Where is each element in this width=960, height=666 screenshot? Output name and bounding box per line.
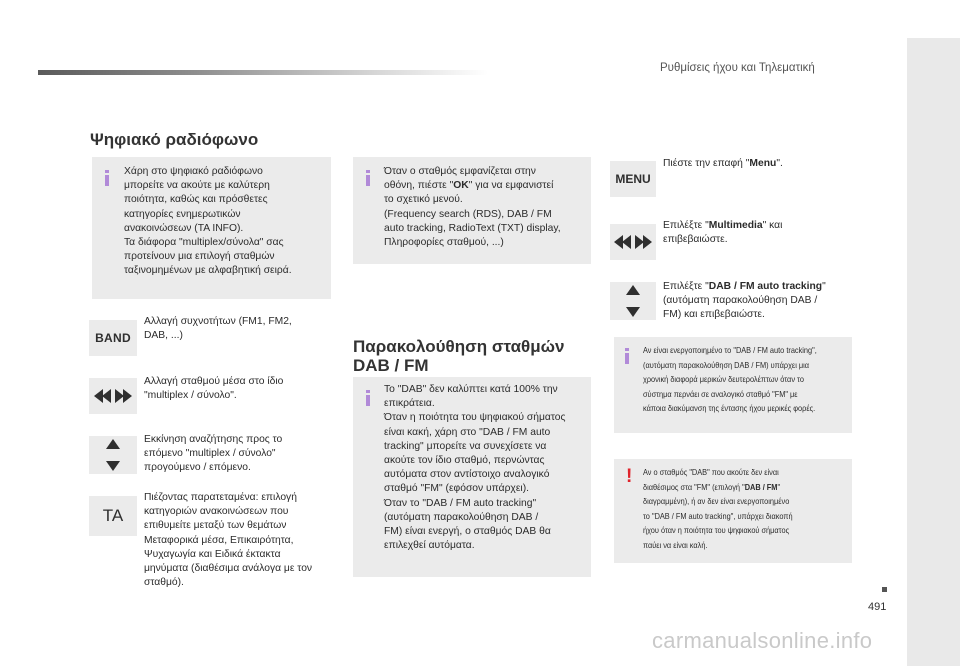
page-marker — [882, 587, 887, 592]
info-icon — [625, 348, 629, 364]
ta-button-icon: TA — [89, 496, 137, 536]
digital-radio-title: Ψηφιακό ραδιόφωνο — [90, 130, 259, 149]
header-gradient-bar — [38, 70, 488, 75]
menu-button-icon: MENU — [610, 161, 656, 197]
step-multimedia-text: Επιλέξτε "Multimedia" και επιβεβαιώστε. — [663, 220, 783, 246]
section-title: Ρυθμίσεις ήχου και Τηλεματική — [660, 62, 815, 74]
band-button-icon: BAND — [89, 320, 137, 356]
dab-tracking-info-box — [353, 377, 591, 577]
up-down-arrows-icon — [610, 282, 656, 320]
up-down-svg — [626, 285, 640, 317]
station-menu-info-box — [353, 157, 591, 264]
skip-back-forward-icon — [89, 378, 137, 414]
skip-description: Αλλαγή σταθμού μέσα στο ίδιο "multiplex / σύνολο". — [144, 376, 284, 402]
band-description: Αλλαγή συχνοτήτων (FM1, FM2, DAB, ...) — [144, 316, 292, 342]
step-auto-tracking-text: Επιλέξτε "DAB / FM auto tracking" (αυτόματη παρακολούθηση DAB / FM) και επιβεβαιώστε. — [663, 281, 826, 321]
info-icon — [366, 390, 370, 406]
auto-tracking-info-box — [614, 337, 852, 433]
ta-description: Πιέζοντας παρατεταμένα: επιλογή κατηγοριών ανακοινώσεων που επιθυμείτε μεταξύ των θεμάτων Μεταφορικά μέσα, Επικαιρότητα, Ψυχαγωγία και Ειδικά έκτακτα μηνύματα (διαθέσιμα ανάλογα με τον σταθμό). — [144, 492, 313, 589]
page-number: 491 — [868, 601, 887, 613]
digital-radio-info-box — [92, 157, 331, 299]
auto-tracking-info-text: Αν είναι ενεργοποιημένο το "DAB / FM auto tracking", (αυτόματη παρακολούθηση DAB / FM) υπάρχει μια χρονική διαφορά μερικών δευτερολέπτων όταν το σύστημα περνάει σε αναλογικό σταθμό "FM" με κάποια διακύμανση της έντασης ήχου μερικές φορές. — [643, 345, 817, 414]
watermark: carmanualsonline.info — [652, 628, 873, 653]
skip-arrows-svg — [94, 389, 132, 403]
dab-tracking-title: Παρακολούθηση σταθμών DAB / FM — [353, 337, 565, 375]
step-menu-text: Πιέστε την επαφή "Menu". — [663, 158, 783, 169]
station-menu-info-text: Όταν ο σταθμός εμφανίζεται στην οθόνη, πιέστε "OK" για να εμφανιστεί το σχετικό μενού. (Frequency search (RDS), DAB / FM auto tracking, RadioText (TXT) display, Πληροφορίες σταθμού, ...) — [384, 166, 561, 249]
info-icon — [366, 170, 370, 186]
up-down-arrows-icon — [89, 436, 137, 474]
seek-description: Εκκίνηση αναζήτησης προς το επόμενο "multiplex / σύνολο" προγούμενο / επόμενο. — [144, 434, 283, 474]
warning-icon: ! — [626, 466, 633, 487]
page-side-band — [907, 38, 960, 666]
up-down-svg — [106, 439, 120, 471]
dab-tracking-info-text: Το "DAB" δεν καλύπτει κατά 100% την επικράτεια. Όταν η ποιότητα του ψηφιακού σήματος είναι κακή, χάρη στο "DAB / FM auto tracking" μπορείτε να συνεχίσετε να ακούτε τον ίδιο σταθμό, περνώντας αυτόματα στον αντίστοιχο αναλογικό σταθμό "FM" (εφόσον υπάρχει). Όταν το "DAB / FM auto tracking" (αυτόματη παρακολούθηση DAB / FM) είναι ενεργή, ο σταθμός DAB θα επιλεχθεί αυτόματα. — [384, 384, 566, 552]
info-icon — [105, 170, 109, 186]
digital-radio-info-text: Χάρη στο ψηφιακό ραδιόφωνο μπορείτε να ακούτε με καλύτερη ποιότητα, καθώς και πρόσθετες κατηγορίες ενημερωτικών ανακοινώσεων (TA INFO). Τα διάφορα "multiplex/σύνολα" σας προτείνουν μια επιλογή σταθμών ταξινομημένων με αλφαβητική σειρά. — [124, 166, 292, 277]
skip-back-forward-icon — [610, 224, 656, 260]
warning-box — [614, 459, 852, 563]
skip-arrows-svg — [614, 235, 652, 249]
warning-text: Αν ο σταθμός "DAB" που ακούτε δεν είναι διαθέσιμος στα "FM" (επιλογή "DAB / FM" διαγραμμένη), ή αν δεν είναι ενεργοποιημένο το "DAB / FM auto tracking", υπάρχει διακοπή ήχου όταν η ποιότητα του ψηφιακού σήματος παύει να είναι καλή. — [643, 467, 793, 550]
